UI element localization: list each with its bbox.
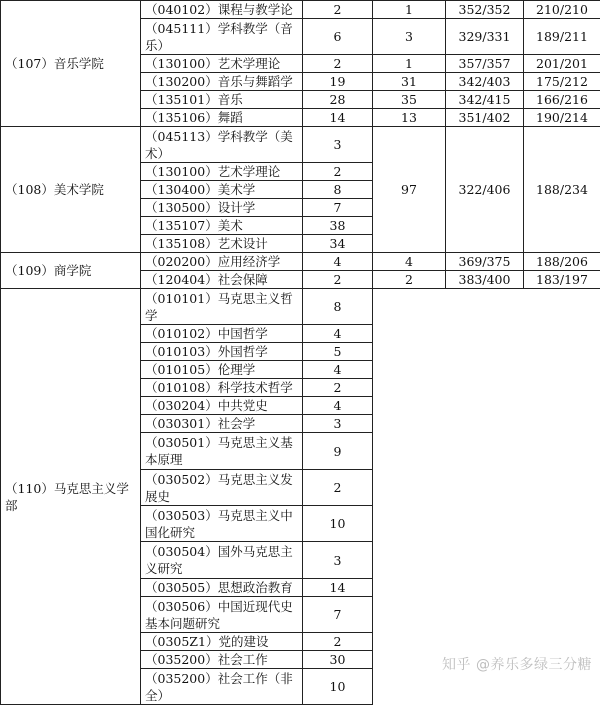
plan-cell: 28 xyxy=(303,91,373,109)
score-range-cell: 357/357 xyxy=(446,55,524,73)
major-cell: （130100）艺术学理论 xyxy=(141,163,303,181)
plan-cell: 7 xyxy=(303,199,373,217)
major-cell: （030504）国外马克思主义研究 xyxy=(141,542,303,579)
score-range-cell: 322/406 xyxy=(446,127,524,253)
empty-region xyxy=(373,289,600,705)
college-cell: （109）商学院 xyxy=(1,253,141,289)
admitted-cell: 4 xyxy=(373,253,446,271)
major-cell: （010102）中国哲学 xyxy=(141,325,303,343)
major-cell: （135101）音乐 xyxy=(141,91,303,109)
plan-cell: 5 xyxy=(303,343,373,361)
major-cell: （130500）设计学 xyxy=(141,199,303,217)
score-range-cell: 352/352 xyxy=(446,1,524,19)
major-cell: （030506）中国近现代史基本问题研究 xyxy=(141,597,303,633)
plan-cell: 8 xyxy=(303,181,373,199)
major-cell: （010101）马克思主义哲学 xyxy=(141,289,303,325)
retest-range-cell: 210/210 xyxy=(524,1,600,19)
major-cell: （020200）应用经济学 xyxy=(141,253,303,271)
score-range-cell: 383/400 xyxy=(446,271,524,289)
plan-cell: 10 xyxy=(303,669,373,705)
retest-range-cell: 201/201 xyxy=(524,55,600,73)
plan-cell: 4 xyxy=(303,361,373,379)
admitted-cell: 13 xyxy=(373,109,446,127)
admitted-cell: 3 xyxy=(373,19,446,55)
retest-range-cell: 188/206 xyxy=(524,253,600,271)
major-cell: （045113）学科教学（美术） xyxy=(141,127,303,163)
retest-range-cell: 166/216 xyxy=(524,91,600,109)
retest-range-cell: 183/197 xyxy=(524,271,600,289)
plan-cell: 38 xyxy=(303,217,373,235)
score-range-cell: 329/331 xyxy=(446,19,524,55)
plan-cell: 6 xyxy=(303,19,373,55)
major-cell: （010105）伦理学 xyxy=(141,361,303,379)
major-cell: （045111）学科教学（音乐） xyxy=(141,19,303,55)
table-row xyxy=(1,289,600,325)
major-cell: （120404）社会保障 xyxy=(141,271,303,289)
table-row xyxy=(1,253,600,271)
plan-cell: 2 xyxy=(303,1,373,19)
admitted-cell: 97 xyxy=(373,127,446,253)
retest-range-cell: 189/211 xyxy=(524,19,600,55)
plan-cell: 7 xyxy=(303,597,373,633)
plan-cell: 3 xyxy=(303,127,373,163)
plan-cell: 2 xyxy=(303,633,373,651)
plan-cell: 14 xyxy=(303,579,373,597)
major-cell: （0305Z1）党的建设 xyxy=(141,633,303,651)
plan-cell: 3 xyxy=(303,415,373,433)
major-cell: （130400）美术学 xyxy=(141,181,303,199)
college-cell: （108）美术学院 xyxy=(1,127,141,253)
major-cell: （135107）美术 xyxy=(141,217,303,235)
major-cell: （010103）外国哲学 xyxy=(141,343,303,361)
major-cell: （030502）马克思主义发展史 xyxy=(141,470,303,506)
score-range-cell: 351/402 xyxy=(446,109,524,127)
college-cell: （107）音乐学院 xyxy=(1,1,141,127)
plan-cell: 2 xyxy=(303,470,373,506)
score-range-cell: 342/415 xyxy=(446,91,524,109)
plan-cell: 2 xyxy=(303,379,373,397)
plan-cell: 30 xyxy=(303,651,373,669)
plan-cell: 8 xyxy=(303,289,373,325)
admitted-cell: 1 xyxy=(373,55,446,73)
score-range-cell: 342/403 xyxy=(446,73,524,91)
plan-cell: 4 xyxy=(303,325,373,343)
admitted-cell: 35 xyxy=(373,91,446,109)
plan-cell: 3 xyxy=(303,542,373,579)
major-cell: （030503）马克思主义中国化研究 xyxy=(141,506,303,542)
major-cell: （030505）思想政治教育 xyxy=(141,579,303,597)
major-cell: （030501）马克思主义基本原理 xyxy=(141,433,303,470)
major-cell: （010108）科学技术哲学 xyxy=(141,379,303,397)
score-range-cell: 369/375 xyxy=(446,253,524,271)
plan-cell: 34 xyxy=(303,235,373,253)
retest-range-cell: 188/234 xyxy=(524,127,600,253)
major-cell: （040102）课程与教学论 xyxy=(141,1,303,19)
plan-cell: 2 xyxy=(303,271,373,289)
admitted-cell: 1 xyxy=(373,1,446,19)
plan-cell: 9 xyxy=(303,433,373,470)
admitted-cell: 31 xyxy=(373,73,446,91)
college-cell: （110）马克思主义学部 xyxy=(1,289,141,705)
major-cell: （030204）中共党史 xyxy=(141,397,303,415)
major-cell: （035200）社会工作（非全） xyxy=(141,669,303,705)
watermark: 知乎 @养乐多绿三分糖 xyxy=(442,654,592,674)
retest-range-cell: 190/214 xyxy=(524,109,600,127)
plan-cell: 4 xyxy=(303,397,373,415)
major-cell: （135106）舞蹈 xyxy=(141,109,303,127)
major-cell: （035200）社会工作 xyxy=(141,651,303,669)
plan-cell: 2 xyxy=(303,163,373,181)
admitted-cell: 2 xyxy=(373,271,446,289)
plan-cell: 10 xyxy=(303,506,373,542)
major-cell: （135108）艺术设计 xyxy=(141,235,303,253)
plan-cell: 4 xyxy=(303,253,373,271)
major-cell: （130100）艺术学理论 xyxy=(141,55,303,73)
table-row xyxy=(1,1,600,19)
plan-cell: 2 xyxy=(303,55,373,73)
plan-cell: 19 xyxy=(303,73,373,91)
plan-cell: 14 xyxy=(303,109,373,127)
table-row xyxy=(1,127,600,163)
retest-range-cell: 175/212 xyxy=(524,73,600,91)
major-cell: （130200）音乐与舞蹈学 xyxy=(141,73,303,91)
major-cell: （030301）社会学 xyxy=(141,415,303,433)
